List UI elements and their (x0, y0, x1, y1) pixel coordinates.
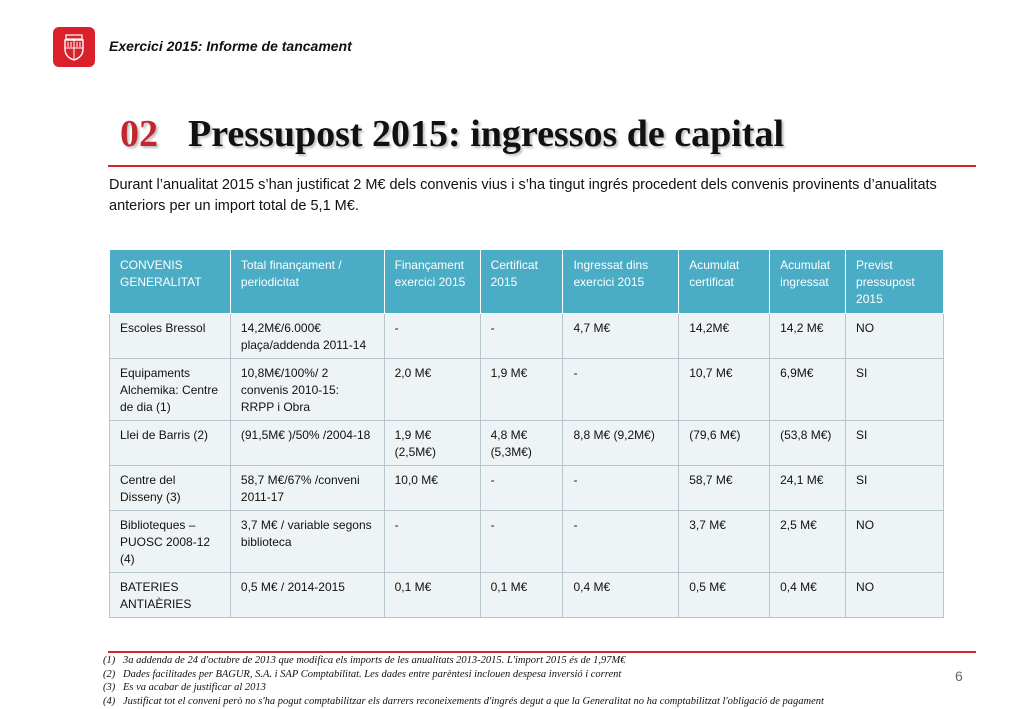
table-cell: 0,4 M€ (770, 573, 846, 618)
table-cell: 2,5 M€ (770, 511, 846, 573)
table-cell: 14,2M€ (679, 314, 770, 359)
table-cell: 4,7 M€ (563, 314, 679, 359)
table-cell: 0,5 M€ (679, 573, 770, 618)
top-divider (108, 165, 976, 167)
table-cell: Equipaments Alchemika: Centre de dia (1) (110, 359, 231, 421)
table-row (110, 511, 944, 573)
table-cell: NO (846, 573, 944, 618)
page-title (120, 112, 784, 156)
table-row (110, 359, 944, 421)
table-cell: 58,7 M€ (679, 466, 770, 511)
column-header: Previst pressupost 2015 (846, 250, 944, 314)
table-cell: NO (846, 511, 944, 573)
table-cell: - (384, 511, 480, 573)
page-number: 6 (955, 668, 963, 684)
table-cell: 10,0 M€ (384, 466, 480, 511)
table-cell: - (563, 466, 679, 511)
table-cell: 58,7 M€/67% /conveni 2011-17 (230, 466, 384, 511)
column-header: Total finançament / periodicitat (230, 250, 384, 314)
column-header: Ingressat dins exercici 2015 (563, 250, 679, 314)
table-cell: 0,1 M€ (384, 573, 480, 618)
table-cell: - (384, 314, 480, 359)
table-cell: - (480, 511, 563, 573)
table-cell: 0,1 M€ (480, 573, 563, 618)
table-cell: (91,5M€ )/50% /2004-18 (230, 421, 384, 466)
footnote: (4) Justificat tot el conveni però no s'ha pogut comptabilitzar els darrers reconeixements d'ingrés degut a que la Generalitat no ha comptabilitzat l'obligació de pagament (103, 695, 824, 707)
table-cell: Biblioteques – PUOSC 2008-12 (4) (110, 511, 231, 573)
column-header: Acumulat ingressat (770, 250, 846, 314)
table-cell: 3,7 M€ / variable segons biblioteca (230, 511, 384, 573)
section-title: Pressupost 2015: ingressos de capital (188, 113, 785, 155)
table-cell: - (480, 314, 563, 359)
table-cell: 0,5 M€ / 2014-2015 (230, 573, 384, 618)
barcelona-shield-icon (53, 27, 95, 67)
table-cell: 10,8M€/100%/ 2 convenis 2010-15: RRPP i Obra (230, 359, 384, 421)
footnotes (103, 654, 953, 708)
table-cell: SI (846, 421, 944, 466)
table-row (110, 314, 944, 359)
table-cell: (53,8 M€) (770, 421, 846, 466)
table-cell: NO (846, 314, 944, 359)
table-cell: 4,8 M€ (5,3M€) (480, 421, 563, 466)
table-cell: Escoles Bressol (110, 314, 231, 359)
table-row (110, 466, 944, 511)
footnote: (1) 3a addenda de 24 d'octubre de 2013 que modifica els imports de les anualitats 2013-2015. L'import 2015 és de 1,97M€ (103, 655, 626, 666)
table-cell: Centre del Disseny (3) (110, 466, 231, 511)
table-row (110, 421, 944, 466)
table-cell: - (563, 511, 679, 573)
table-cell: 6,9M€ (770, 359, 846, 421)
footnote: (3) Es va acabar de justificar al 2013 (103, 682, 266, 693)
section-number: 02 (120, 113, 158, 155)
table-cell: 2,0 M€ (384, 359, 480, 421)
table-cell: 24,1 M€ (770, 466, 846, 511)
footnote: (2) Dades facilitades per BAGUR, S.A. i SAP Comptabilitat. Les dades entre parèntesi inclouen despesa inversió i corrent (103, 668, 622, 680)
table-cell: Llei de Barris (2) (110, 421, 231, 466)
table-cell: 3,7 M€ (679, 511, 770, 573)
column-header: Acumulat certificat (679, 250, 770, 314)
column-header: Certificat 2015 (480, 250, 563, 314)
bottom-divider (108, 651, 976, 653)
table-cell: 8,8 M€ (9,2M€) (563, 421, 679, 466)
table-cell: - (563, 359, 679, 421)
table-cell: SI (846, 466, 944, 511)
table-cell: BATERIES ANTIAÈRIES (110, 573, 231, 618)
table-cell: 10,7 M€ (679, 359, 770, 421)
table-row (110, 573, 944, 618)
table-cell: 14,2 M€ (770, 314, 846, 359)
table-header-row (110, 250, 944, 314)
column-header: Finançament exercici 2015 (384, 250, 480, 314)
column-header: CONVENIS GENERALITAT (110, 250, 231, 314)
intro-paragraph: Durant l’anualitat 2015 s’han justificat 2 M€ dels convenis vius i s’ha tingut ingrés procedent dels convenis provinents d’anualitats anteriors per un import total de 5,1 M€. (109, 177, 937, 214)
table-cell: SI (846, 359, 944, 421)
table-cell: 14,2M€/6.000€ plaça/addenda 2011-14 (230, 314, 384, 359)
convenis-table (109, 249, 944, 618)
table-cell: 0,4 M€ (563, 573, 679, 618)
table-cell: (79,6 M€) (679, 421, 770, 466)
table-cell: 1,9 M€ (2,5M€) (384, 421, 480, 466)
document-subtitle: Exercici 2015: Informe de tancament (109, 38, 352, 54)
table-cell: 1,9 M€ (480, 359, 563, 421)
table-cell: - (480, 466, 563, 511)
